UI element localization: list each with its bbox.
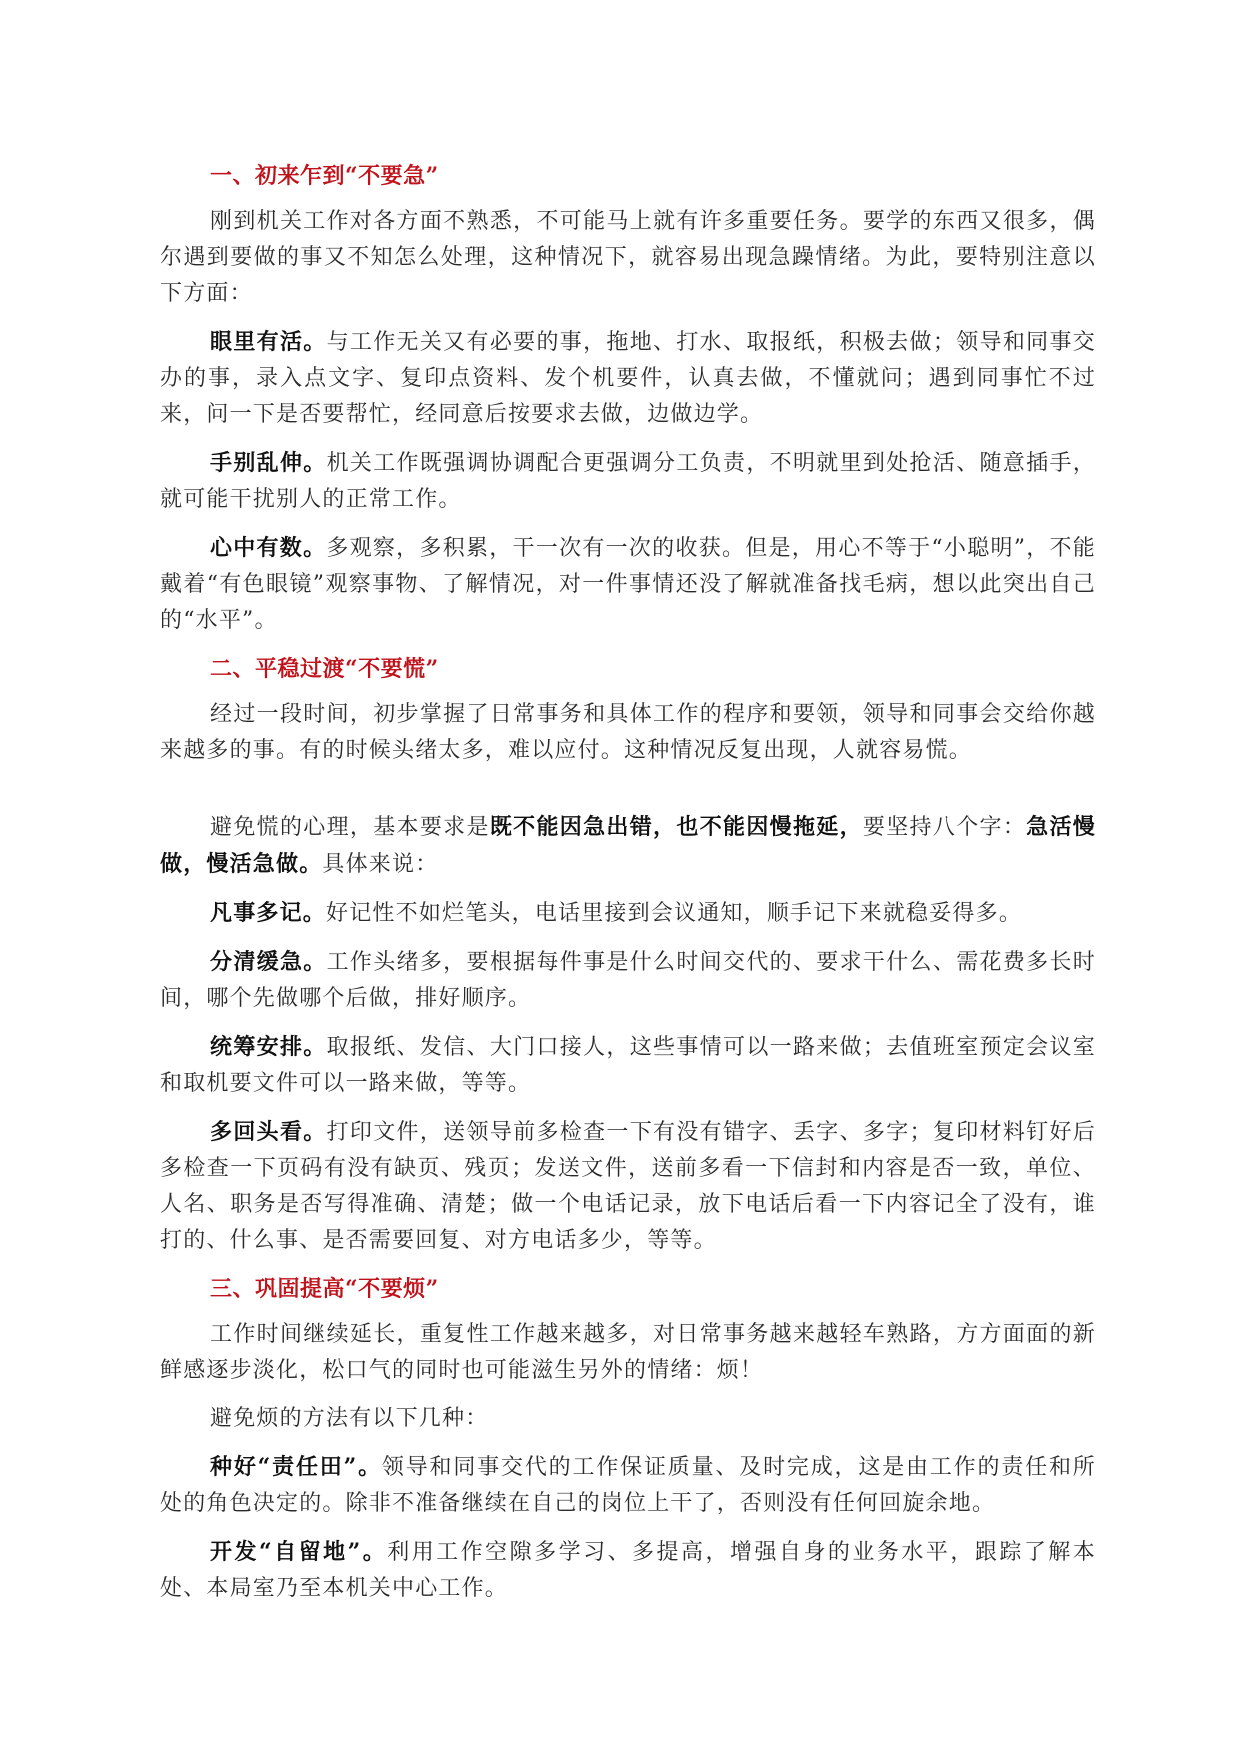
item-text: 与工作无关又有必要的事，拖地、打水、取报纸，积极去做；领导和同事交办的事，录入点文字、复印点资料、发个机要件，认真去做，不懂就问；遇到同事忙不过来，问一下是否要帮忙，经同意后按要求去做，边做边学。 [160, 330, 1096, 427]
item-text: 领导和同事交代的工作保证质量、及时完成，这是由工作的责任和所处的角色决定的。除非不准备继续在自己的岗位上干了，否则没有任何回旋余地。 [160, 1455, 1096, 1516]
item-text: 机关工作既强调协调配合更强调分工负责，不明就里到处抢活、随意插手，就可能干扰别人的正常工作。 [160, 451, 1096, 512]
section-2-rule [160, 809, 1096, 883]
section-1-item-1 [160, 324, 1096, 433]
section-3-item-2 [160, 1534, 1096, 1607]
rule-bold-1: 既不能因急出错，也不能因慢拖延， [489, 814, 863, 840]
item-text: 取报纸、发信、大门口接人，这些事情可以一路来做；去值班室预定会议室和取机要文件可以一路来做，等等。 [160, 1035, 1096, 1096]
rule-pre: 避免慌的心理，基本要求是 [210, 815, 490, 840]
rule-bold-2: 急活慢做，慢活急做。 [160, 814, 1096, 877]
item-lead: 统筹安排。 [210, 1034, 327, 1060]
section-2-item-1 [160, 895, 1096, 932]
section-2-item-2 [160, 944, 1096, 1017]
item-lead: 凡事多记。 [210, 900, 327, 926]
paragraph-spacer [160, 781, 1096, 809]
section-heading-1: 一、初来乍到“不要急” [210, 163, 439, 189]
item-lead: 心中有数。 [210, 535, 327, 561]
item-text: 打印文件，送领导前多检查一下有没有错字、丢字、多字；复印材料钉好后多检查一下页码有没有缺页、残页；发送文件，送前多看一下信封和内容是否一致，单位、人名、职务是否写得准确、清楚；做一个电话记录，放下电话后看一下内容记全了没有，谁打的、什么事、是否需要回复、对方电话多少，等等。 [160, 1120, 1096, 1253]
item-lead: 分清缓急。 [210, 949, 327, 975]
rule-post: 具体来说： [322, 852, 439, 877]
item-text: 多观察，多积累，干一次有一次的收获。但是，用心不等于“小聪明”，不能戴着“有色眼镜”观察事物、了解情况，对一件事情还没了解就准备找毛病，想以此突出自己的“水平”。 [160, 536, 1096, 633]
section-1-intro: 刚到机关工作对各方面不熟悉，不可能马上就有许多重要任务。要学的东西又很多，偶尔遇到要做的事又不知怎么处理，这种情况下，就容易出现急躁情绪。为此，要特别注意以下方面： [160, 209, 1096, 306]
item-text: 利用工作空隙多学习、多提高，增强自身的业务水平，跟踪了解本处、本局室乃至本机关中心工作。 [160, 1540, 1096, 1601]
rule-mid: 要坚持八个字： [862, 815, 1027, 840]
section-heading-3: 三、巩固提高“不要烦” [210, 1276, 439, 1302]
section-1-item-3 [160, 530, 1096, 639]
item-text: 好记性不如烂笔头，电话里接到会议通知，顺手记下来就稳妥得多。 [326, 901, 1023, 926]
document-page [160, 158, 1096, 1619]
section-2-item-4 [160, 1114, 1096, 1259]
item-lead: 眼里有活。 [210, 329, 327, 355]
item-lead: 开发“自留地”。 [210, 1539, 388, 1565]
section-3-intro: 工作时间继续延长，重复性工作越来越多，对日常事务越来越轻车熟路，方方面面的新鲜感逐步淡化，松口气的同时也可能滋生另外的情绪：烦！ [160, 1322, 1096, 1383]
section-1-item-2 [160, 445, 1096, 518]
section-3-intro-2: 避免烦的方法有以下几种： [210, 1406, 489, 1431]
section-heading-2: 二、平稳过渡“不要慌” [210, 656, 439, 682]
item-lead: 手别乱伸。 [210, 450, 327, 476]
section-2-intro: 经过一段时间，初步掌握了日常事务和具体工作的程序和要领，领导和同事会交给你越来越多的事。有的时候头绪太多，难以应付。这种情况反复出现，人就容易慌。 [160, 702, 1096, 763]
item-lead: 种好“责任田”。 [210, 1454, 382, 1480]
item-lead: 多回头看。 [210, 1119, 327, 1145]
section-2-item-3 [160, 1029, 1096, 1102]
item-text: 工作头绪多，要根据每件事是什么时间交代的、要求干什么、需花费多长时间，哪个先做哪个后做，排好顺序。 [160, 950, 1096, 1011]
section-3-item-1 [160, 1449, 1096, 1522]
